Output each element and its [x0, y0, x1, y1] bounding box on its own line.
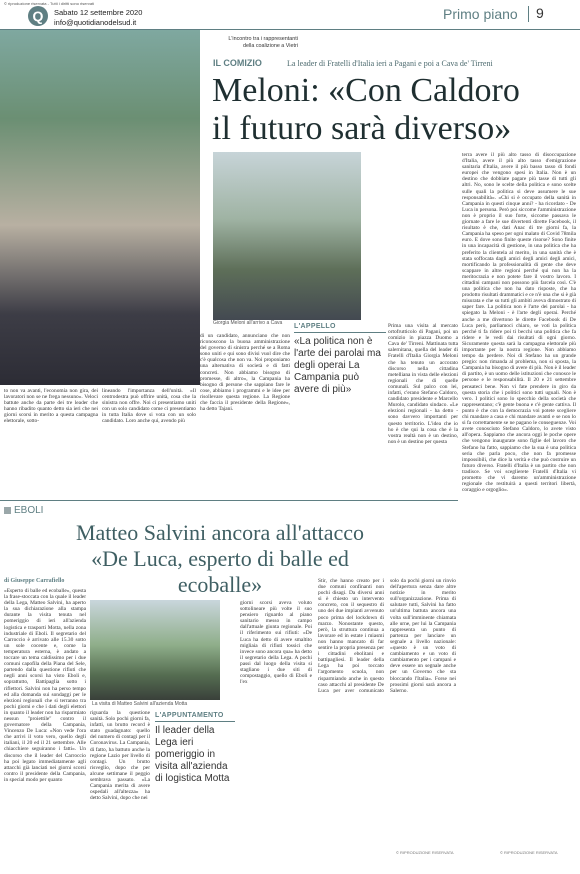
pull-quote2-rule: [155, 721, 235, 722]
article-headline-salvini: Matteo Salvini ancora all'attacco «De Luca, esperto di balle ed ecoballe»: [75, 520, 364, 597]
photo-caption-coalition: L'incontro tra i rappresentanti della coalizione a Vietri: [228, 36, 298, 49]
article-separator: [0, 500, 458, 501]
pull-quote-kicker: L'APPELLO: [294, 323, 336, 330]
article-text-col4: Prima una visita al mercato ortofrutticolo di Pagani, poi un comizio in piazza Duomo a Cava de' Tirreni. Mattinata tutta salernitana, quella del leader di Fratelli d'Italia Giorgia Meloni che ha tenuto un accorato discorso nella cittadina metelliana in vista delle elezioni regionali che di quelle comunali. Sul palco con lei, infatti, c'erano Stefano Caldoro, candidato presidente e Marcello Murolo, candidato sindaco. «Le elezioni regionali - ha detto - sono davvero importanti per questo territorio. L'idea che io ho è che qui la cosa che è la vostra realtà non è un destino, non è un destino per questa: [388, 323, 458, 445]
newspaper-logo: Q: [28, 6, 48, 26]
masthead-info: [54, 8, 142, 28]
article2-text-col3: giorni scorsi aveva voluto sottolineare più volte il suo pensiero riguardo al piano sanitario messo in campo dall'attuale giunta regionale. Poi il riferimento sui rifiuti: «De Luca ha detto di avere smaltito migliaia di rifiuti tossici che invece sono ancora qua» ha detto il segretario della Lega. A pochi passi dal luogo della visita si stagliano i due siti di compostaggio, quello di Eboli e l'ex: [240, 600, 312, 686]
article2-location: EBOLI: [14, 505, 44, 516]
photo-meloni-arrival: [213, 152, 361, 320]
photo-caption-salvini: La visita di Matteo Salvini all'azienda Motta: [92, 701, 188, 707]
contact-email: info@quotidianodelsud.it: [54, 18, 137, 27]
pull-quote-text: «La politica non è l'arte dei parolai ma degli operai La Campania può avere di più»: [294, 336, 381, 395]
article-kicker-subtitle: La leader di Fratelli d'Italia ieri a Pagani e poi a Cava de' Tirreni: [287, 59, 493, 68]
section-square-icon: [4, 507, 11, 514]
copyright-notice-article1: © RIPRODUZIONE RISERVATA: [500, 850, 558, 855]
pull-quote-appuntamento: [155, 712, 235, 785]
article2-text-col1: «Esperto di balle ed ecoballe», questa la frase-stoccata con la quale il leader della Lega, Matteo Salvini, ha aperto la sua dichiarazione alla stampa durante la visita tenuta nel pomeriggio di ieri all'azienda logistica e trasporti Motta, nella zona industriale di Eboli. Il segretario del Carroccio è arrivato alle 15.30 sotto un sole cocente e, come la temperatura esterna, è andato a toccare un tema caldissimo per i due comuni capofila della Piana del Sele, partendo dalla questione rifiuti che negli anni scorsi ha visto Eboli e, soprattutto, Battipaglia sotto i riflettori. Salvini non ha perso tempo ed alla domanda sui sondaggi per le elezioni regionali che si terranno tra pochi giorni e che i dati degli elettori in quanto il leader non ha risparmiato nessun "proiettile" contro il governatore della Campania, Vincenzo De Luca: «Non vede l'ora che arrivi il voto vero, quello degli italiani, il 20 ed il 21 settembre. Alle chiacchiere seguiranno i fatti». Un discorso che il leader del Carroccio ha poi legato immediatamente agli attacchi già lanciati nei giorni scorsi contro il presidente della Campania, in special modo per quanto: [4, 588, 86, 783]
top-notice: © riproduzione riservata - Tutti i diritti sono riservati: [4, 1, 95, 6]
pull-quote2-text: Il leader della Lega ieri pomeriggio in visita all'azienda di logistica Motta: [155, 725, 230, 784]
article-text-col2: lineando l'importanza dell'unità. «Il centrodestra può offrire unità, cosa che la sinistra non offre. Noi ci presentiamo uniti con un solo candidato come ci presentiamo in tutta Italia dove si vota con un solo candidato. Loro anche qui, avendo più: [102, 388, 196, 425]
masthead-divider: [528, 6, 529, 22]
article-kicker: IL COMIZIO: [213, 58, 262, 68]
article-byline: di Giuseppe Carrafiello: [4, 578, 65, 584]
copyright-notice-article2: © RIPRODUZIONE RISERVATA: [396, 850, 454, 855]
article-text-col5: terra avere il più alto tasso di disoccupazione d'Italia, avere il più alto tasso d'emigrazione sanitaria d'Italia, avere il più basso tasso di fondi europei che vengono spesi in Italia. Non è un destino che dobbiate pagare più tasse di tutti gli altri. No, sono le scelte della politica e sono scelte sulle quali la politica si deve assumere le sue responsabilità». «Chi si è occupato della sanità in Campania in questi cinque anni? - ha ricordato - De Luca in persona. Però poi siccome l'amministrazione non è proprio il suo forte, siccome passava le giornate a fare le sue divertenti dirette Facebook, il risultato è che, dati Anac di tre giorni fa, la Campania ha speso per ogni malato di Covid 78mila euro. E dove sono finite queste risorse? Sono finite in una incapacità di gestione, in una politica che ha preferito la clientela al merito, in una sanità che è stata soffocata dagli amici degli amici degli amici, mortificando la professionalità di gente che deve scappare in altre regioni perché qui non ha la meritocrazia e non potete fare il vostro lavoro. I cittadini campani non possono più farcela così. C'è una politica che non ha dato risposte, che ha prodotto risultati drammatici e ce n'è una che si è già misurata e che su tutti gli ambiti aveva dimostrato di saper fare. La politica non è l'arte dei parolai - ha spiegato la Meloni - è l'arte degli operai. Perché anche a me divertono le dirette Facebook di De Luca però, parliamoci chiaro, se voti la politica perché ti fa ridere poi ti becchi una politica che fa ridere e le vedi dai risultati di ogni giorno. Sicuramente questa sarà la campagna elettorale più importante per la nostra regione. Non abbiamo tempo da perdere. Noi di Stefano ha un grande pregio: non rimanda al problema, non si sposta, la Campania ha bisogno di avere di più. Non è il leader di partito, è un uomo delle istituzioni che conosce le persone e le responsabilità. Il 20 e 21 settembre pensateci bene. Non vi fate prendere in giro da questa storia che i politici sono tutti uguali. Non è vero. I politici sono lo specchio della società che rappresentano; c'è gente buona e c'è gente cattiva. Il punto è che con la democrazia voi potete scegliere chi mandare a casa e chi mandare avanti e se non lo si fa correttamente se ne pagano le conseguenze. Voi avete conosciuto Stefano Caldoro, lo avete visto all'opera. Sappiamo che ancora oggi le poche opere che vengono inaugurate sono figlie del lavoro che Stefano ha fatto, sappiamo che la sua è una politica seria che parla poco, che non fa promesse impossibili, che dice la verità e che può costruire un futuro diverso. Fratelli d'Italia è un partito che non tradisce. Se voi sceglierete Fratelli d'Italia vi prometto che vi daremo un'amministrazione regionale che restituirà a questi territori libertà, coraggio e orgoglio».: [462, 152, 576, 494]
issue-date: Sabato 12 settembre 2020: [54, 8, 143, 17]
page-number: 9: [536, 5, 544, 21]
article2-text-col4: Stir, che hanno creato per i due comuni confinanti non pochi disagi. Da diversi anni si è chiesto un intervento concreto, con il sequestro di uno dei due impianti avvenuto poco prima del lockdown di marzo. Nonostante questo, però, la struttura continua a lavorare ed in estate i miasmi non hanno mancato di far sentire la propria presenza per i cittadini ebolitani e battipagliesi. Il leader della Lega ha poi toccato l'argomento scuola, non risparmiando anche in questo caso attacchi al presidente De Luca per aver comunicato solo da pochi giorni un rinvio dell'apertura senza dare altre notizie in merito sull'organizzazione. Prima di salutare tutti, Salvini ha fatto un'ultima battuta ancora una volta sull'imminente chiamata alle urne, per lui la Campania rappresenta un punto di partenza per lanciare un segnale a livello nazionale: «questo è un voto di cambiamento e un voto di cambiamento per i campani e deve essere un segnale anche per un Governo che sta bloccando l'Italia». Forse nei prossimi giorni sarà ancora a Salerno.: [318, 578, 456, 694]
photo-coalition-meeting: [0, 30, 200, 385]
article-text-col4-wrap: [298, 323, 458, 498]
article2-text-col2: riguarda la questione sanità. Solo pochi giorni fa, infatti, un brutto record è stato guadagnato: quello del numero di contagi per il Coronavirus. La Campania, di fatto, ha battuto anche la regione Lazio per livello di contagi. Un brutto risveglio, dopo che per alcune settimane il peggio sembrava passato. «La Campania merita di avere ospedali all'altezza» ha detto Salvini, dopo che nei: [90, 710, 150, 802]
photo-caption-meloni: Giorgia Meloni all'arrivo a Cava: [213, 320, 283, 326]
article-headline-meloni: Meloni: «Con Caldoro il futuro sarà diverso»: [212, 72, 520, 147]
article-text-col3: di un candidato, annunciano che non riconoscono la buona amministrazione del governo di sinistra perché se a Roma sono uniti e qui sono divisi vuol dire che c'è qualcosa che non va. Noi proponiamo una alternativa di società e di fatti concreti. Non abbiamo bisogno di promesse, di altro», la Campania ha bisogno di persone che sappiano fare le cose, abbiamo i programmi e le idee per risollevare questa regione. La Regione che faccia il presidente della Regione», ha detto Tajani.: [200, 333, 290, 413]
article-text-col1: to non va avanti, l'economia non gira, dei lavoratori non se ne frega nessuno». Veloci battute anche da parte dei tre leader che hanno ribadito quanto detto sia ieri che nei giorni scorsi in merito a questa campagna elettorale, sotto-: [4, 388, 98, 425]
pull-quote2-kicker: L'APPUNTAMENTO: [155, 712, 224, 719]
photo-salvini-motta: [90, 600, 220, 700]
section-name: Primo piano: [443, 6, 518, 22]
